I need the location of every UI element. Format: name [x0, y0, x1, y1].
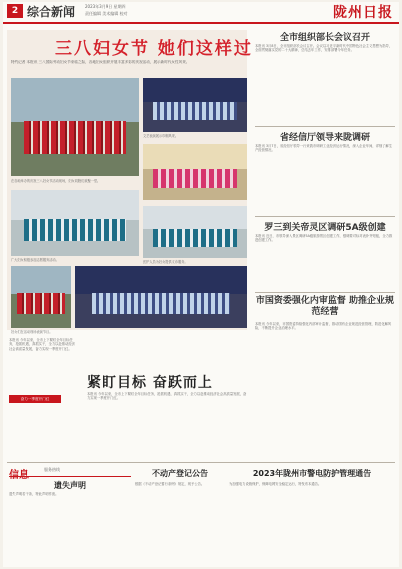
section-title: 综合新闻 [27, 5, 76, 19]
photo-group-outdoor [11, 78, 139, 176]
photo-performance [143, 78, 247, 132]
newspaper-page [3, 2, 399, 567]
editor-line: 责任编辑 美术编辑 校对 [85, 11, 128, 16]
page-header [3, 2, 399, 24]
feature-headline: 三八妇女节 她们这样过 [55, 39, 253, 59]
photo-caption: 医护人员为妇女提供义诊服务。 [143, 260, 188, 264]
info-tag: 信息 [9, 470, 29, 481]
notice-body: 为加强电力设施保护，保障电网安全稳定运行，特发布本通告。 [229, 482, 322, 486]
middle-body: 本报讯 今年以来，全市上下紧盯全年目标任务，抢抓机遇，真抓实干，全力以赴推动经济社会高质量发展，奋力实现一季度开门红。 [87, 392, 247, 401]
photo-caption: 广大妇女积极参加志愿服务活动。 [11, 258, 59, 262]
photo-lecture [11, 190, 139, 256]
masthead: 陇州日报 [333, 5, 393, 21]
article-body: 本报讯 3月7日，省经信厅领导一行来我市调研工业经济运行情况，深入企业车间，详细了解生产经营情况。 [255, 144, 393, 153]
divider [255, 292, 395, 293]
photo-dance [143, 144, 247, 200]
photo-stage-line [75, 266, 247, 328]
notice-title: 遗失声明 [54, 481, 86, 490]
article-body: 本报讯 今年以来，市国资委持续强化内部审计监督，推动国有企业规范经营管理，防范化解风险，不断提升企业治理水平。 [255, 322, 392, 331]
article-body: 本报讯 近日，市领导深入景区调研5A级旅游景区创建工作，强调要对标对表补齐短板，全力推进创建工作。 [255, 234, 393, 243]
notice-title: 不动产登记公告 [152, 469, 208, 478]
notice-title: 2023年陇州市警电防护管理通告 [252, 469, 372, 478]
divider [255, 216, 395, 217]
notice-body: 根据《不动产登记暂行条例》规定，现予公告。 [135, 482, 205, 486]
info-banner [9, 465, 131, 481]
page-number: 2 [7, 4, 23, 18]
date-line: 2023年3月9日 星期四 [85, 4, 126, 9]
divider [7, 462, 395, 463]
divider [255, 126, 395, 127]
info-sub: 服务热线 [44, 467, 60, 472]
article-title: 省经信厅领导来陇调研 [279, 133, 370, 143]
photo-caption: 文艺表演展示巾帼风采。 [143, 134, 179, 138]
photo-clinic [143, 206, 247, 258]
article-title: 市国资委强化内审监督 助推企业规范经营 [255, 296, 395, 317]
photo-caption: 在各地举办的庆祝三八妇女节活动现场，妇女同胞们欢聚一堂。 [11, 179, 101, 183]
article-title: 罗三到关帝灵区调研5A级创建 [264, 223, 386, 233]
red-note: 奋力一季度开门红 [9, 395, 61, 403]
article-title: 全市组织部长会议召开 [279, 33, 370, 43]
photo-volunteer [11, 266, 71, 328]
article-body: 本报讯 3月8日，全市组织部长会议召开。会议以习近平新时代中国特色社会主义思想为指导，全面贯彻落实党的二十大精神，总结去年工作，安排部署今年任务。 [255, 44, 393, 53]
left-column-body: 本报讯 今年以来，全市上下紧盯全年目标任务，抢抓机遇，真抓实干，全力以赴推动经济社会高质量发展，奋力实现一季度开门红。 [9, 338, 75, 351]
photo-caption: 妇女们在活动现场表演节目。 [11, 330, 53, 334]
feature-byline: 特约记者 本报讯 三八国际劳动妇女节来临之际，各地妇女组织开展丰富多彩的庆祝活动，展示新时代女性风采。 [11, 60, 190, 64]
middle-headline: 紧盯目标 奋跃而上 [87, 375, 213, 391]
notice-body: 遗失声明若干条，特此声明作废。 [9, 492, 59, 496]
